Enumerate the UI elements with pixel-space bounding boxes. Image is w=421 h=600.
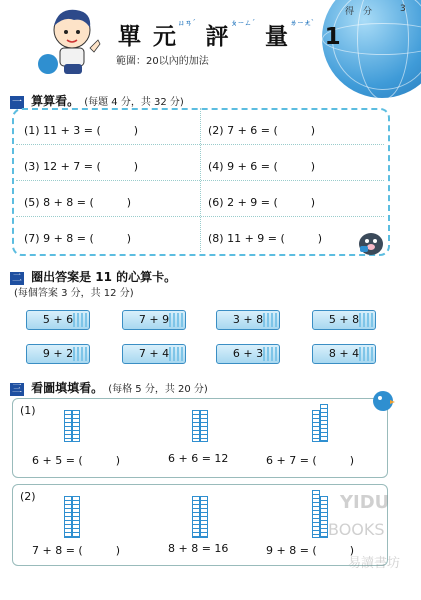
section3-title: 看圖填填看。 [31, 381, 104, 395]
mole-mascot-icon [356, 226, 386, 256]
cube-column [72, 410, 80, 442]
mental-math-card[interactable]: 5 + 8 [312, 310, 376, 330]
cube-column [192, 496, 200, 538]
kid-illustration [34, 6, 106, 78]
page-number: 3 [400, 4, 406, 14]
watermark-line2: BOOKS [328, 520, 385, 539]
section2-title: 圈出答案是 11 的心算卡。 [31, 270, 177, 284]
problem-3: (3) 12 + 7 = ( ) [24, 160, 139, 173]
mental-math-card[interactable]: 8 + 4 [312, 344, 376, 364]
question-label: (1) [20, 404, 36, 417]
section2-note: (每個答案 3 分，共 12 分) [14, 288, 134, 299]
section1-header [10, 90, 184, 109]
equation: 6 + 7 = ( ) [266, 454, 354, 467]
cube-column [200, 496, 208, 538]
mental-math-card[interactable]: 9 + 2 [26, 344, 90, 364]
cube-column [192, 410, 200, 442]
equation: 6 + 5 = ( ) [32, 454, 120, 467]
problem-8: (8) 11 + 9 = ( ) [208, 232, 323, 245]
problem-5: (5) 8 + 8 = ( ) [24, 196, 132, 209]
equation: 8 + 8 = 16 [168, 542, 229, 555]
problem-1: (1) 11 + 3 = ( ) [24, 124, 139, 137]
section1-number: 一 [12, 97, 22, 108]
watermark-line1: YIDU [340, 492, 390, 513]
page-title: 單 元$^{ㄩㄢˊ}$ 評$^{ㄆㄧㄥˊ}$ 量$^{ㄌㄧㄤˋ}$ 1 [118, 19, 343, 50]
cube-column [312, 490, 320, 538]
section1-note: (每題 4 分，共 32 分) [84, 97, 184, 108]
cube-column [320, 404, 328, 442]
cube-column [320, 496, 328, 538]
page-subtitle: 範圍：20以內的加法 [116, 56, 209, 67]
cube-column [312, 410, 320, 442]
equation: 7 + 8 = ( ) [32, 544, 120, 557]
divider [16, 180, 384, 181]
mental-math-card[interactable]: 7 + 4 [122, 344, 186, 364]
cube-column [200, 410, 208, 442]
mental-math-card[interactable]: 5 + 6 [26, 310, 90, 330]
bird-mascot-icon [370, 388, 396, 414]
mental-math-card[interactable]: 6 + 3 [216, 344, 280, 364]
section2-header [10, 266, 176, 285]
score-label: 得 分 [345, 7, 373, 17]
equation: 9 + 8 = ( ) [266, 544, 354, 557]
divider [16, 216, 384, 217]
watermark-line3: 易讀書坊 [348, 556, 401, 571]
question-label: (2) [20, 490, 36, 503]
divider [16, 144, 384, 145]
equation: 6 + 6 = 12 [168, 452, 229, 465]
cube-column [72, 496, 80, 538]
section1-title: 算算看。 [31, 94, 80, 108]
section3-note: (每格 5 分，共 20 分) [108, 384, 208, 395]
problem-7: (7) 9 + 8 = ( ) [24, 232, 132, 245]
problem-2: (2) 7 + 6 = ( ) [208, 124, 316, 137]
cube-column [64, 496, 72, 538]
problem-4: (4) 9 + 6 = ( ) [208, 160, 316, 173]
cube-column [64, 410, 72, 442]
problem-6: (6) 2 + 9 = ( ) [208, 196, 316, 209]
mental-math-card[interactable]: 7 + 9 [122, 310, 186, 330]
mental-math-card[interactable]: 3 + 8 [216, 310, 280, 330]
section3-header [10, 377, 208, 396]
section2-number: 二 [12, 273, 22, 284]
section3-number: 三 [12, 384, 22, 395]
